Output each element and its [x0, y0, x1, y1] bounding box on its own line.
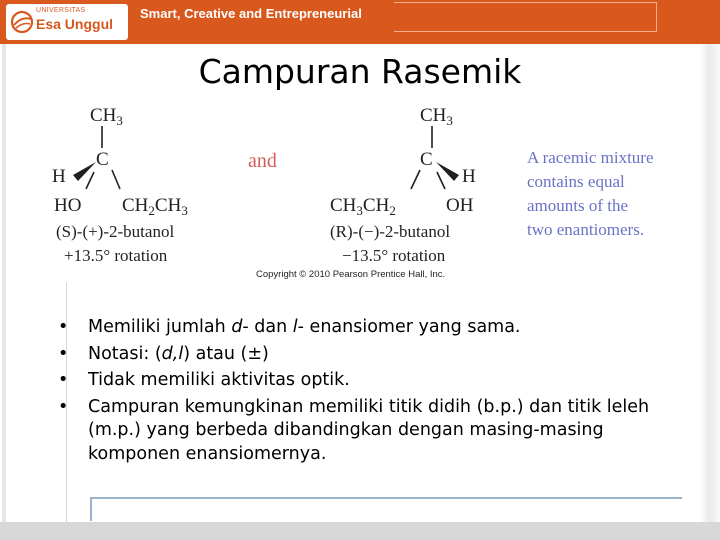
left-ethyl-group: $CH_2CH_3$ [122, 195, 188, 218]
racemic-note: A racemic mixture contains equal amounts of the two enantiomers. [527, 148, 654, 239]
bullet-marker: • [58, 370, 69, 390]
list-item: • Campuran kemungkinan memiliki titik didih (b.p.) dan titik leleh (m.p.) yang berbeda dibandingkan dengan masing-masing komponen enansiomernya. [58, 396, 650, 464]
left-rotation: +13.5° rotation [64, 246, 168, 265]
right-chiral-carbon: C [420, 149, 433, 170]
left-hydroxyl: HO [54, 195, 82, 216]
right-hydrogen: H [462, 166, 476, 187]
logo-name: Esa Unggul [36, 16, 114, 32]
bottom-decor-line [90, 497, 682, 499]
bullet-marker: • [58, 343, 69, 364]
bullet-list [58, 316, 682, 469]
bottom-decor-tick [90, 497, 92, 521]
right-rotation: −13.5° rotation [342, 246, 446, 265]
left-compound-name: (S)-(+)-2-butanol [56, 222, 175, 241]
and-label: and [248, 150, 277, 172]
left-hydrogen: H [52, 166, 66, 187]
list-item: • Tidak memiliki aktivitas optik. [72, 369, 682, 393]
list-item: • Notasi: (d,l) atau (±) [72, 343, 682, 367]
left-chiral-carbon: C [96, 149, 109, 170]
slide-title: Campuran Rasemik [198, 52, 522, 91]
header-tagline: Smart, Creative and Entrepreneurial [140, 6, 362, 21]
right-hydroxyl: OH [446, 195, 474, 216]
bullet-marker: • [58, 317, 69, 337]
left-top-group: $CH_3$ [90, 105, 123, 128]
list-item: • Memiliki jumlah d- dan l- enansiomer yang sama. [72, 316, 682, 340]
logo-small-text: UNIVERSITAS [36, 7, 86, 14]
footer-band [0, 522, 720, 540]
right-compound-name: (R)-(−)-2-butanol [330, 222, 451, 241]
right-top-group: $CH_3$ [420, 105, 453, 128]
bullet-marker: • [58, 396, 69, 417]
right-ethyl-group: $CH_3CH_2$ [330, 195, 396, 218]
figure-copyright: Copyright © 2010 Pearson Prentice Hall, Inc. [256, 269, 446, 280]
